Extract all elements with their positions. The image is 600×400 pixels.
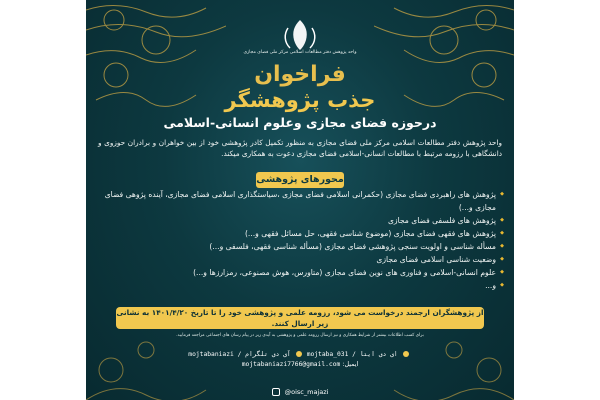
institution-name: واحد پژوهش دفتر مطالعات اسلامی مرکز ملی فضای مجازی — [243, 50, 357, 55]
instagram-handle-row — [86, 388, 514, 396]
title-line-2: جذب پژوهشگر — [224, 88, 376, 112]
contact-row-email — [176, 360, 424, 370]
contact-telegram: آی دی تلگرام / mojtabaniazi — [188, 351, 291, 358]
list-item: ◆ علوم انسانی-اسلامی و فناوری های نوین فضای مجازی (متاورس، هوش مصنوعی، رمزارزها و...) — [96, 266, 504, 279]
intro-paragraph: واحد پژوهش دفتر مطالعات اسلامی مرکز ملی فضای مجازی به منظور تکمیل کادر پژوهشی خود از بین خواهران و برادران حوزوی و دانشگاهی با رزومه مرتبط با مطالعات انسانی-اسلامی فضای مجازی دعوت به همکاری میکند. — [98, 138, 502, 158]
research-axes-heading: محورهای پژوهشی — [256, 172, 344, 188]
title-line-3: درحوزه فضای مجازی وعلوم انسانی-اسلامی — [163, 115, 437, 130]
list-item: ◆ پژوهش های فقهی فضای مجازی (موضوع شناسی فقهی، حل مسائل فقهی و...) — [96, 227, 504, 240]
instagram-icon — [272, 388, 280, 396]
telegram-icon — [296, 351, 302, 357]
list-item: ◆ پژوهش های فلسفی فضای مجازی — [96, 214, 504, 227]
contact-ita: ای دی ایتا / mojtaba_031 — [306, 351, 398, 358]
contact-note: برای کسب اطلاعات بیشتر از شرایط همکاری و نیز ارسال رزومه علمی و پژوهشی به آیدی زیر در پیام رسان های اجتماعی مراجعه فرمایید. — [176, 333, 424, 338]
contact-block — [176, 350, 424, 370]
list-item: ◆ پژوهش های راهبردی فضای مجازی (حکمرانی اسلامی فضای مجازی ،سیاستگذاری اسلامی فضای مجازی، آینده پژوهی فضای مجازی و...) — [96, 188, 504, 214]
list-item: ◆ وضعیت شناسی اسلامی فضای مجازی — [96, 253, 504, 266]
title-line-1: فراخوان — [254, 62, 346, 87]
call-to-action-banner: از پژوهشگران ارجمند درخواست می شود، رزومه علمی و پژوهشی خود را تا تاریخ ۱۴۰۱/۴/۲۰ به نشانی زیر ارسال کنند. — [116, 308, 484, 328]
research-axes-list — [96, 188, 504, 292]
emblem-logo — [274, 18, 326, 52]
call-poster — [86, 0, 514, 400]
contact-row-messengers — [176, 350, 424, 360]
contact-email: mojtabaniazi7766@gmail.com — [241, 361, 341, 368]
list-item: ◆ و... — [96, 279, 504, 292]
email-label: ایمیل: — [342, 361, 359, 368]
list-item: ◆ مسأله شناسی و اولویت سنجی پژوهشی فضای مجازی (مسأله شناسی فقهی، فلسفی و...) — [96, 240, 504, 253]
instagram-handle: @oisc_majazi — [284, 388, 329, 396]
eitaa-icon — [403, 351, 409, 357]
